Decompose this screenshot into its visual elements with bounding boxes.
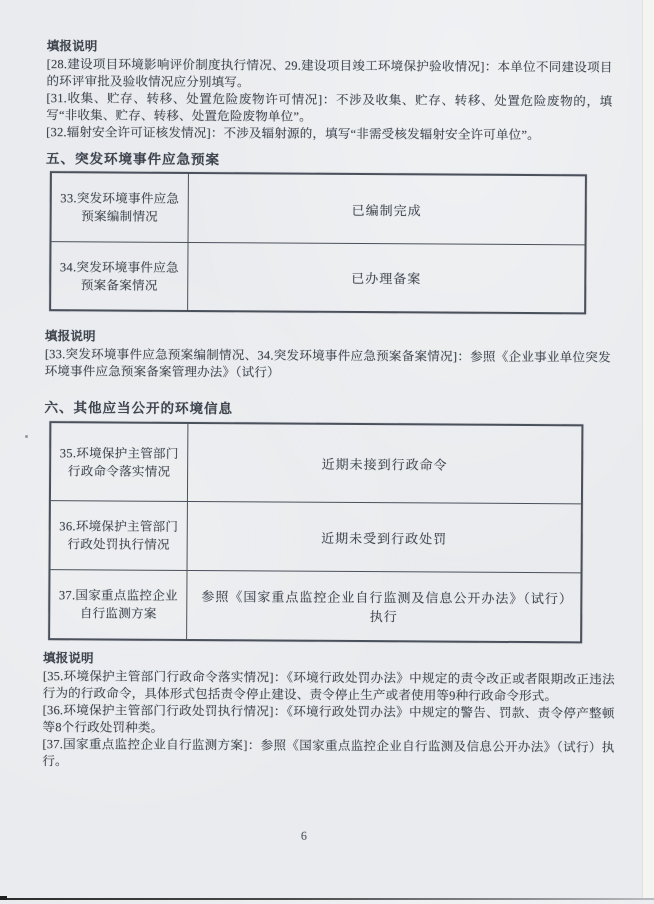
notes-top-block <box>46 38 613 144</box>
table-row <box>52 173 585 244</box>
page-number: 6 <box>300 828 307 843</box>
notes-middle-block <box>45 328 611 383</box>
section6-title: 六、其他应当公开的环境信息 <box>44 400 234 417</box>
table-row <box>51 423 581 503</box>
notes-top-item-28-29: [28.建设项目环境影响评价制度执行情况、29.建设项目竣工环境保护验收情况]：本单位不同建设项目的环评审批及验收情况应分别填写。 <box>46 57 613 90</box>
scan-corner-mark <box>0 896 7 900</box>
row-36-label: 36.环境保护主管部门行政处罚执行情况 <box>51 501 188 570</box>
row-36-value: 近期未受到行政处罚 <box>321 530 448 547</box>
table-row <box>50 569 580 641</box>
notes-bottom-item-37: [37.国家重点监控企业自行监测方案]：参照《国家重点监控企业自行监测及信息公开办法》（试行）执行。 <box>42 737 615 769</box>
notes-bottom-block <box>42 650 615 773</box>
notes-bottom-item-35: [35.环境保护主管部门行政命令落实情况]：《环境行政处罚办法》中规定的责令改正或者限期改正违法行为的行政命令，具体形式包括责令停止建设、责令停止生产或者使用等9种行政命令形式。 <box>42 669 615 704</box>
scan-speck <box>25 435 28 438</box>
row-34-value: 已办理备案 <box>351 270 422 287</box>
row-35-label: 35.环境保护主管部门行政命令落实情况 <box>51 423 188 501</box>
row-35-value: 近期未接到行政命令 <box>321 456 448 473</box>
row-33-value: 已编制完成 <box>351 202 422 218</box>
row-37-label: 37.国家重点监控企业自行监测方案 <box>50 570 187 639</box>
scan-right-edge <box>642 0 654 900</box>
section6-table <box>48 421 583 643</box>
row-34-label: 34.突发环境事件应急预案备案情况 <box>51 242 188 310</box>
notes-top-item-32: [32.辐射安全许可证核发情况]：不涉及辐射源的，填写“非需受核发辐射安全许可单位”。 <box>46 125 540 143</box>
row-37-value: 参照《国家重点监控企业自行监测及信息公开办法》（试行）执行 <box>201 589 567 625</box>
notes-bottom-title: 填报说明 <box>42 651 94 666</box>
row-33-label: 33.突发环境事件应急预案编制情况 <box>52 173 189 242</box>
notes-middle-title: 填报说明 <box>44 329 96 344</box>
table-row <box>51 241 584 312</box>
section5-table <box>49 171 587 314</box>
table-row <box>51 500 581 572</box>
notes-top-title: 填报说明 <box>46 39 98 54</box>
notes-bottom-item-36: [36.环境保护主管部门行政处罚执行情况]：《环境行政处罚办法》中规定的警告、罚款、责令停产整顿等8个行政处罚种类。 <box>42 703 615 735</box>
section5-title: 五、突发环境事件应急预案 <box>45 151 221 168</box>
notes-top-item-31: [31.收集、贮存、转移、处置危险废物许可情况]：不涉及收集、贮存、转移、处置危险废物的，填写“非收集、贮存、转移、处置危险废物单位”。 <box>46 91 613 124</box>
notes-middle-item-33-34: [33.突发环境事件应急预案编制情况、34.突发环境事件应急预案备案情况]：参照《企业事业单位突发环境事件应急预案备案管理办法》（试行） <box>44 347 611 380</box>
